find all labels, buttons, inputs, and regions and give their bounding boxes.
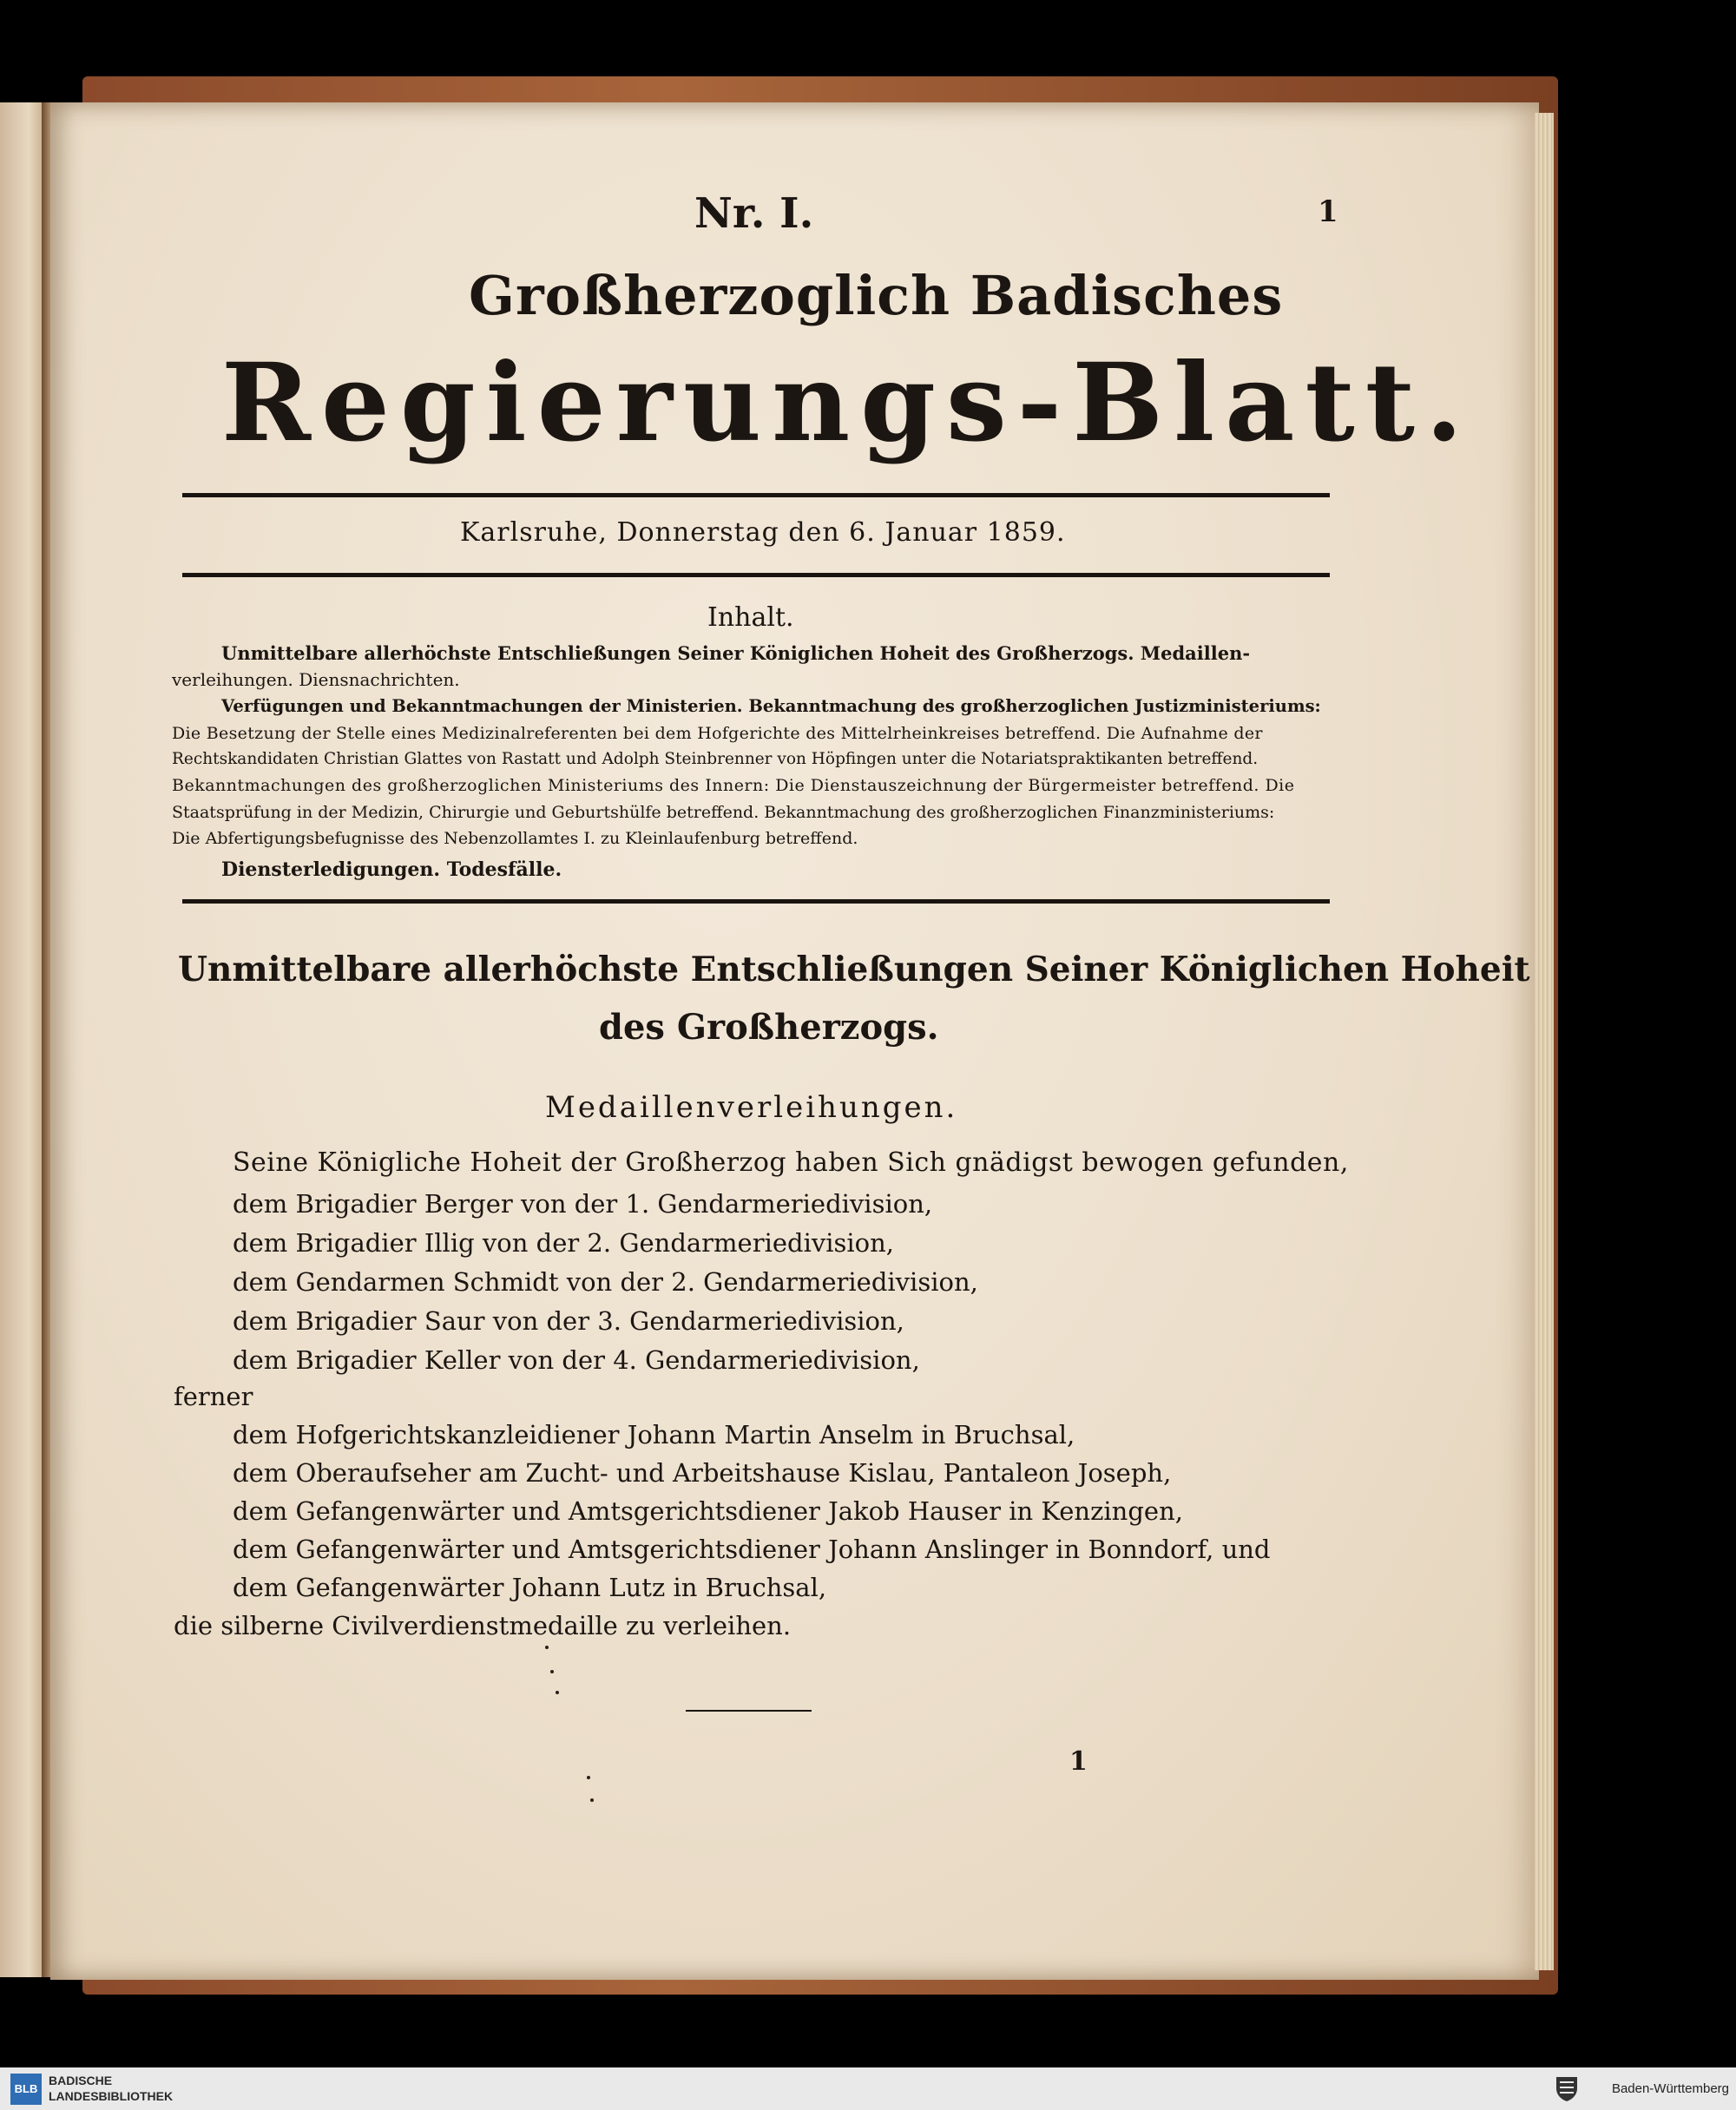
header-rule-2 — [182, 573, 1330, 577]
title-large: Regierungs-Blatt. — [221, 340, 1474, 466]
page-stack-edge — [1535, 113, 1554, 1970]
signature-mark: 1 — [1069, 1746, 1088, 1777]
ink-speck — [587, 1776, 590, 1779]
contents-line: Bekanntmachungen des großherzoglichen Ministeriums des Innern: Die Dienstauszeichnung der Bürgermeister betreffend. Die — [172, 776, 1295, 795]
page-number-top: 1 — [1318, 194, 1338, 229]
contents-rule — [182, 899, 1330, 904]
recipient-line: dem Brigadier Keller von der 4. Gendarmeriedivision, — [233, 1345, 920, 1375]
recipient-line: dem Hofgerichtskanzleidiener Johann Martin Anselm in Bruchsal, — [233, 1420, 1075, 1449]
contents-line: verleihungen. Diensnachrichten. — [172, 669, 460, 690]
recipient-line: dem Gendarmen Schmidt von der 2. Gendarmeriedivision, — [233, 1267, 978, 1297]
left-page-edge — [0, 102, 48, 1977]
title-small: Großherzoglich Badisches — [469, 264, 1284, 327]
section-subtitle: Medaillenverleihungen. — [545, 1090, 958, 1125]
closing-line: die silberne Civilverdienstmedaille zu verleihen. — [174, 1611, 792, 1640]
ink-speck — [550, 1670, 554, 1673]
contents-line: Diensterledigungen. Todesfälle. — [221, 858, 562, 881]
ferner-line: ferner — [174, 1382, 253, 1411]
recipient-line: dem Brigadier Berger von der 1. Gendarmeriedivision, — [233, 1189, 933, 1219]
contents-line: Die Abfertigungsbefugnisse des Nebenzollamtes I. zu Kleinlaufenburg betreffend. — [172, 829, 858, 848]
contents-line: Die Besetzung der Stelle eines Medizinalreferenten bei dem Hofgerichte des Mittelrheinkreises betreffend. Die Aufnahme der — [172, 724, 1263, 743]
dateline: Karlsruhe, Donnerstag den 6. Januar 1859. — [460, 517, 1066, 548]
coat-of-arms-icon — [1554, 2074, 1580, 2102]
recipient-line: dem Oberaufseher am Zucht- und Arbeitshause Kislau, Pantaleon Joseph, — [233, 1458, 1172, 1488]
footer-bar — [0, 2067, 1736, 2110]
recipient-line: dem Brigadier Illig von der 2. Gendarmeriedivision, — [233, 1228, 895, 1258]
contents-line: Rechtskandidaten Christian Glattes von Rastatt und Adolph Steinbrenner von Höpfingen unter die Notariatspraktikanten betreffend. — [172, 750, 1259, 768]
intro-paragraph: Seine Königliche Hoheit der Großherzog haben Sich gnädigst bewogen gefunden, — [233, 1147, 1349, 1178]
contents-line: Unmittelbare allerhöchste Entschließungen Seiner Königlichen Hoheit des Großherzogs. Medaillen- — [221, 642, 1251, 664]
recipient-line: dem Gefangenwärter und Amtsgerichtsdiener Johann Anslinger in Bonndorf, und — [233, 1535, 1271, 1564]
end-rule — [686, 1710, 812, 1712]
library-name-line2: LANDESBIBLIOTHEK — [49, 2089, 174, 2103]
section-title: Unmittelbare allerhöchste Entschließungen Seiner Königlichen Hoheit — [178, 950, 1530, 989]
library-name-line1: BADISCHE — [49, 2074, 113, 2087]
contents-line: Verfügungen und Bekanntmachungen der Ministerien. Bekanntmachung des großherzoglichen Justizministeriums: — [221, 696, 1321, 716]
header-rule-1 — [182, 493, 1330, 497]
ink-speck — [545, 1646, 549, 1649]
library-name[interactable] — [49, 2073, 173, 2104]
contents-heading: Inhalt. — [707, 602, 794, 633]
state-label[interactable]: Baden-Württemberg — [1611, 2081, 1729, 2096]
recipient-line: dem Gefangenwärter und Amtsgerichtsdiener Jakob Hauser in Kenzingen, — [233, 1496, 1183, 1526]
ink-speck — [556, 1691, 559, 1694]
blb-logo[interactable]: BLB — [10, 2074, 42, 2105]
ink-speck — [590, 1798, 594, 1802]
contents-line: Staatsprüfung in der Medizin, Chirurgie und Geburtshülfe betreffend. Bekanntmachung des großherzoglichen Finanzministeriums: — [172, 803, 1275, 822]
recipient-line: dem Gefangenwärter Johann Lutz in Bruchsal, — [233, 1573, 827, 1602]
section-title-2: des Großherzogs. — [599, 1007, 939, 1048]
issue-number: Nr. I. — [694, 189, 814, 238]
recipient-line: dem Brigadier Saur von der 3. Gendarmeriedivision, — [233, 1306, 904, 1336]
